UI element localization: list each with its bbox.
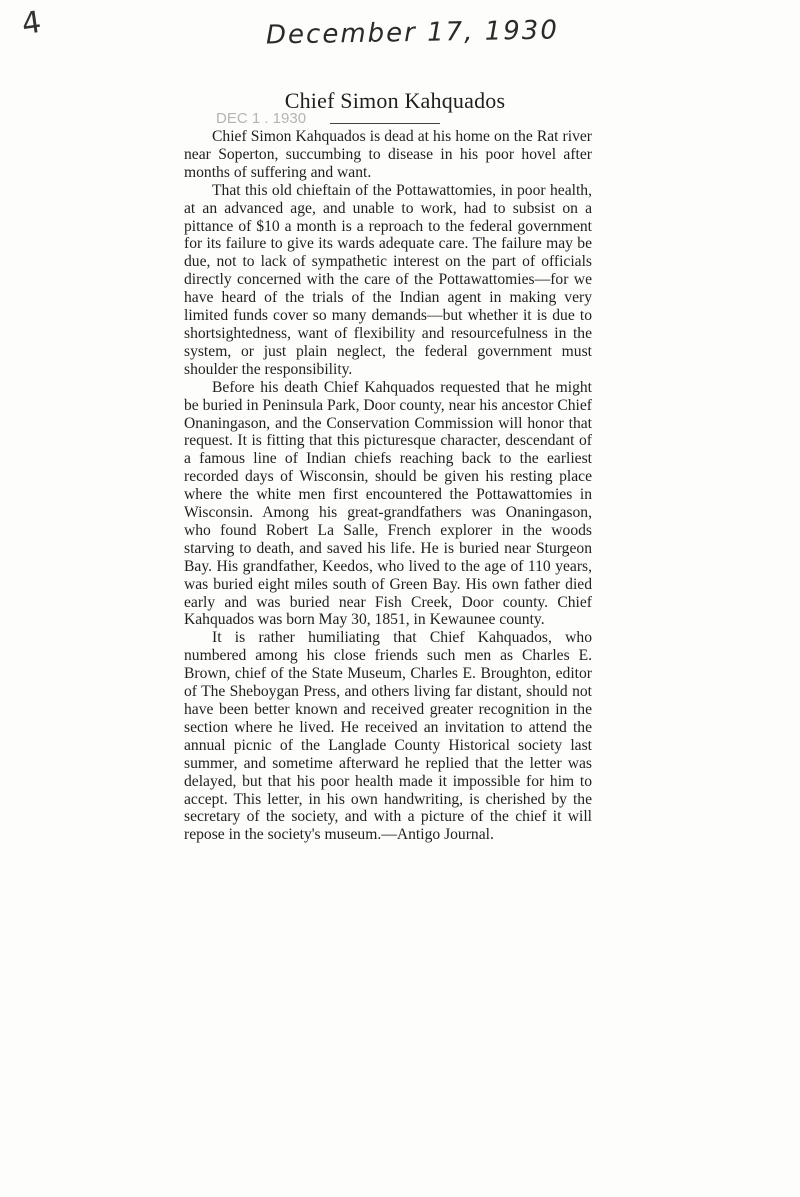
- article-paragraph: Chief Simon Kahquados is dead at his home on the Rat river near Soperton, succumbing to disease in his poor hovel after months of suffering and want.: [184, 128, 592, 181]
- date-stamp: DEC 1 . 1930: [216, 110, 592, 128]
- article-body: [184, 128, 592, 844]
- corner-handwritten-mark: 4: [19, 4, 44, 43]
- handwritten-date: December 17, 1930: [265, 15, 560, 51]
- article-paragraph: It is rather humiliating that Chief Kahquados, who numbered among his close friends such men as Charles E. Brown, chief of the State Museum, Charles E. Broughton, editor of The Sheboygan Press, and others living far distant, should not have been better known and received greater recognition in the section where he lived. He received an invitation to attend the annual picnic of the Langlade County Historical society last summer, and sometime afterward he replied that the letter was delayed, but that his poor health made it impossible for him to accept. This letter, in his own handwriting, is cherished by the secretary of the society, and with a picture of the chief it will repose in the society's museum.—Antigo Journal.: [184, 629, 592, 844]
- article-paragraph: Before his death Chief Kahquados requested that he might be buried in Peninsula Park, Door county, near his ancestor Chief Onaningason, and the Conservation Commission will honor that request. It is fitting that this picturesque character, descendant of a famous line of Indian chiefs reaching back to the earliest recorded days of Wisconsin, should be given his resting place where the white men first encountered the Pottawattomies in Wisconsin. Among his great-grandfathers was Onaningason, who found Robert La Salle, French explorer in the woods starving to death, and saved his life. He is buried near Sturgeon Bay. His grandfather, Keedos, who lived to the age of 110 years, was buried eight miles south of Green Bay. His own father died early and was buried near Fish Creek, Door county. Chief Kahquados was born May 30, 1851, in Kewaunee county.: [184, 378, 592, 629]
- article-paragraph: That this old chieftain of the Pottawattomies, in poor health, at an advanced age, and unable to work, had to subsist on a pittance of $10 a month is a reproach to the federal government for its failure to give its wards adequate care. The failure may be due, not to lack of sympathetic interest on the part of officials directly concerned with the care of the Pottawattomies—for we have heard of the trials of the Indian agent in making very limited funds cover so many demands—but whether it is due to shortsightedness, want of flexibility and resourcefulness in the system, or just plain neglect, the federal government must shoulder the responsibility.: [184, 181, 592, 378]
- newspaper-clipping: [184, 88, 592, 844]
- article-headline: Chief Simon Kahquados: [284, 88, 506, 113]
